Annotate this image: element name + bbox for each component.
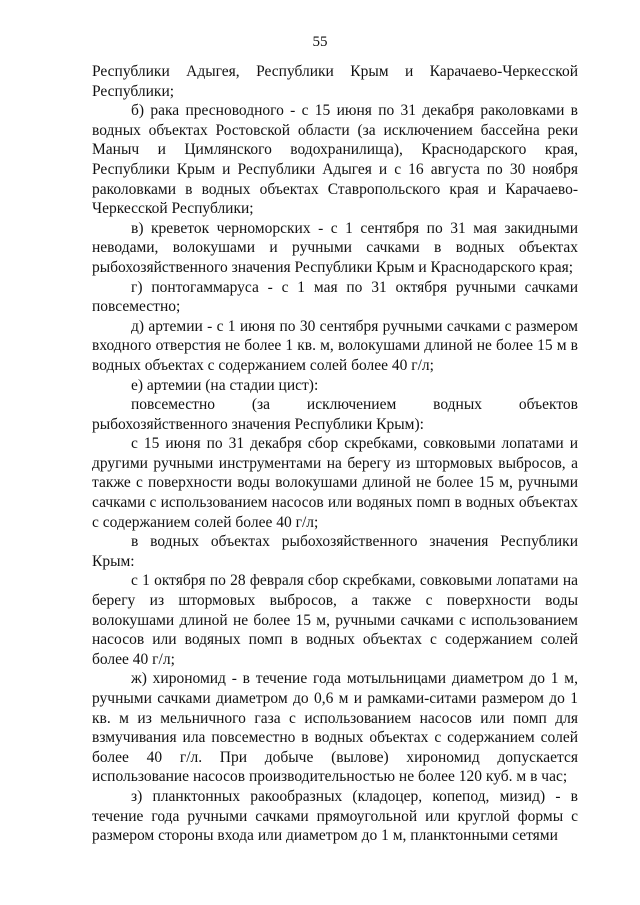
paragraph-p03: в) креветок черноморских - с 1 сентября по 31 мая закидными неводами, волокушами и ручными сачками в водных объектах рыбохозяйственного значения Республики Крым и Краснодарского края;	[92, 219, 578, 276]
paragraph-p04: г) понтогаммаруса - с 1 мая по 31 октября ручными сачками повсеместно;	[92, 278, 578, 316]
document-body	[92, 62, 578, 846]
paragraph-p06: е) артемии (на стадии цист):	[131, 376, 319, 394]
paragraph-p12: з) планктонных ракообразных (кладоцер, копепод, мизид) - в течение года ручными сачками прямоугольной или круглой формы с размером стороны входа или диаметром до 1 м, планктонными сетями	[92, 787, 578, 845]
paragraph-p07: повсеместно (за исключением водных объектов рыбохозяйственного значения Республики Крым):	[92, 396, 578, 433]
paragraph-p10: с 1 октября по 28 февраля сбор скребками, совковыми лопатами на берегу из штормовых выбросов, а также с поверхности воды волокушами длиной не более 15 м, ручными сачками с использованием насосов или водяных помп в водных объектах с содержанием солей более 40 г/л;	[92, 572, 578, 668]
paragraph-p05: д) артемии - с 1 июня по 30 сентября ручными сачками с размером входного отверстия не более 1 кв. м, волокушами длиной не более 15 м в водных объектах с содержанием солей более 40 г/л;	[92, 317, 578, 374]
paragraph-p01: Республики Адыгея, Республики Крым и Карачаево-Черкесской Республики;	[92, 63, 578, 100]
paragraph-p02: б) рака пресноводного - с 15 июня по 31 декабря раколовками в водных объектах Ростовской области (за исключением бассейна реки Маныч и Цимлянского водохранилища), Краснодарского края, Республики Крым и Республики Адыгея и с 16 августа по 30 ноября раколовками в водных объектах Ставропольского края и Карачаево-Черкесской Республики;	[92, 102, 578, 218]
paragraph-p09: в водных объектах рыбохозяйственного значения Республики Крым:	[92, 533, 578, 570]
paragraph-p11: ж) хирономид - в течение года мотыльницами диаметром до 1 м, ручными сачками диаметром до 0,6 м и рамками-ситами размером до 1 кв. м из мельничного газа с использованием насосов или помп для взмучивания ила повсеместно в водных объектах с содержанием солей более 40 г/л. При добыче (вылове) хирономид допускается использование насосов производительностью не более 120 куб. м в час;	[92, 670, 578, 786]
page-number: 55	[312, 34, 328, 50]
paragraph-p08: с 15 июня по 31 декабря сбор скребками, совковыми лопатами и другими ручными инструментами на берегу из штормовых выбросов, а также с поверхности воды волокушами длиной не более 15 м, ручными сачками с использованием насосов или водяных помп в водных объектах с содержанием солей более 40 г/л;	[92, 435, 578, 531]
